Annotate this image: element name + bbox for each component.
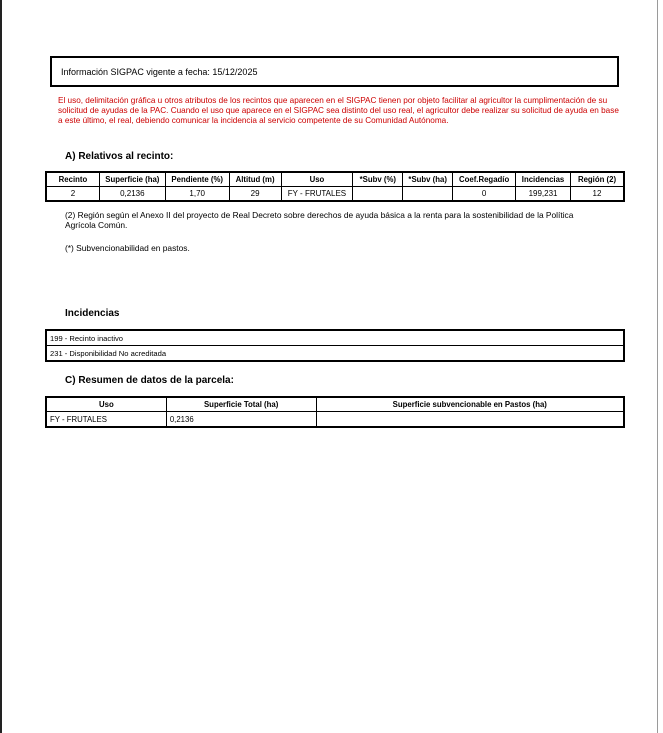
recinto-table xyxy=(46,172,624,201)
incidencia-row xyxy=(47,346,624,361)
section-a-title: A) Relativos al recinto: xyxy=(65,151,174,162)
info-box xyxy=(50,56,619,87)
header-incidencias: Incidencias xyxy=(516,173,571,187)
cell-res-pastos xyxy=(316,412,623,427)
resumen-data-row xyxy=(47,412,624,427)
cell-altitud: 29 xyxy=(229,187,281,201)
region-note: (2) Región según el Anexo II del proyecto de Real Decreto sobre derechos de ayuda básica a la renta para la sostenibilidad de la Política Agrícola Común. xyxy=(65,210,574,230)
cell-subv-ha xyxy=(403,187,453,201)
cell-subv-pct xyxy=(353,187,403,201)
page-right-border xyxy=(657,0,658,733)
cell-incidencias: 199,231 xyxy=(516,187,571,201)
header-coef-regadio: Coef.Regadío xyxy=(453,173,516,187)
incidencias-table xyxy=(46,330,624,361)
header-uso: Uso xyxy=(281,173,353,187)
header-superficie: Superficie (ha) xyxy=(99,173,165,187)
info-label: Información SIGPAC vigente a fecha: 15/12/2025 xyxy=(61,67,258,77)
header-subv-ha: *Subv (ha) xyxy=(403,173,453,187)
cell-coef-regadio: 0 xyxy=(453,187,516,201)
section-c-title: C) Resumen de datos de la parcela: xyxy=(65,375,234,386)
recinto-data-row xyxy=(47,187,624,201)
header-pendiente: Pendiente (%) xyxy=(165,173,229,187)
cell-res-superficie: 0,2136 xyxy=(166,412,316,427)
incidencias-title: Incidencias xyxy=(65,308,120,319)
header-res-superficie: Superficie Total (ha) xyxy=(166,398,316,412)
resumen-table xyxy=(46,397,624,427)
page-left-border xyxy=(0,0,2,733)
cell-superficie: 0,2136 xyxy=(99,187,165,201)
cell-uso: FY - FRUTALES xyxy=(281,187,353,201)
cell-pendiente: 1,70 xyxy=(165,187,229,201)
cell-recinto: 2 xyxy=(47,187,100,201)
subv-note: (*) Subvencionabilidad en pastos. xyxy=(65,243,190,253)
warning-text: El uso, delimitación gráfica u otros atributos de los recintos que aparecen en el SIGPAC tienen por objeto facilitar al agricultor la cumplimentación de su solicitud de ayudas de la PAC. Cuando el uso que aparece en el SIGPAC sea distinto del uso real, el agricultor debe realizar su solicitud de ayuda en base a este último, el real, debiendo comunicar la incidencia al servicio competente de su Comunidad Autónoma. xyxy=(58,96,619,125)
header-subv-pct: *Subv (%) xyxy=(353,173,403,187)
incidencia-item: 199 - Recinto inactivo xyxy=(47,331,624,346)
cell-region: 12 xyxy=(571,187,624,201)
header-recinto: Recinto xyxy=(47,173,100,187)
header-region: Región (2) xyxy=(571,173,624,187)
header-res-pastos: Superficie subvencionable en Pastos (ha) xyxy=(316,398,623,412)
header-res-uso: Uso xyxy=(47,398,167,412)
incidencia-row xyxy=(47,331,624,346)
resumen-header-row xyxy=(47,398,624,412)
header-altitud: Altitud (m) xyxy=(229,173,281,187)
incidencia-item: 231 - Disponibilidad No acreditada xyxy=(47,346,624,361)
recinto-header-row xyxy=(47,173,624,187)
cell-res-uso: FY - FRUTALES xyxy=(47,412,167,427)
